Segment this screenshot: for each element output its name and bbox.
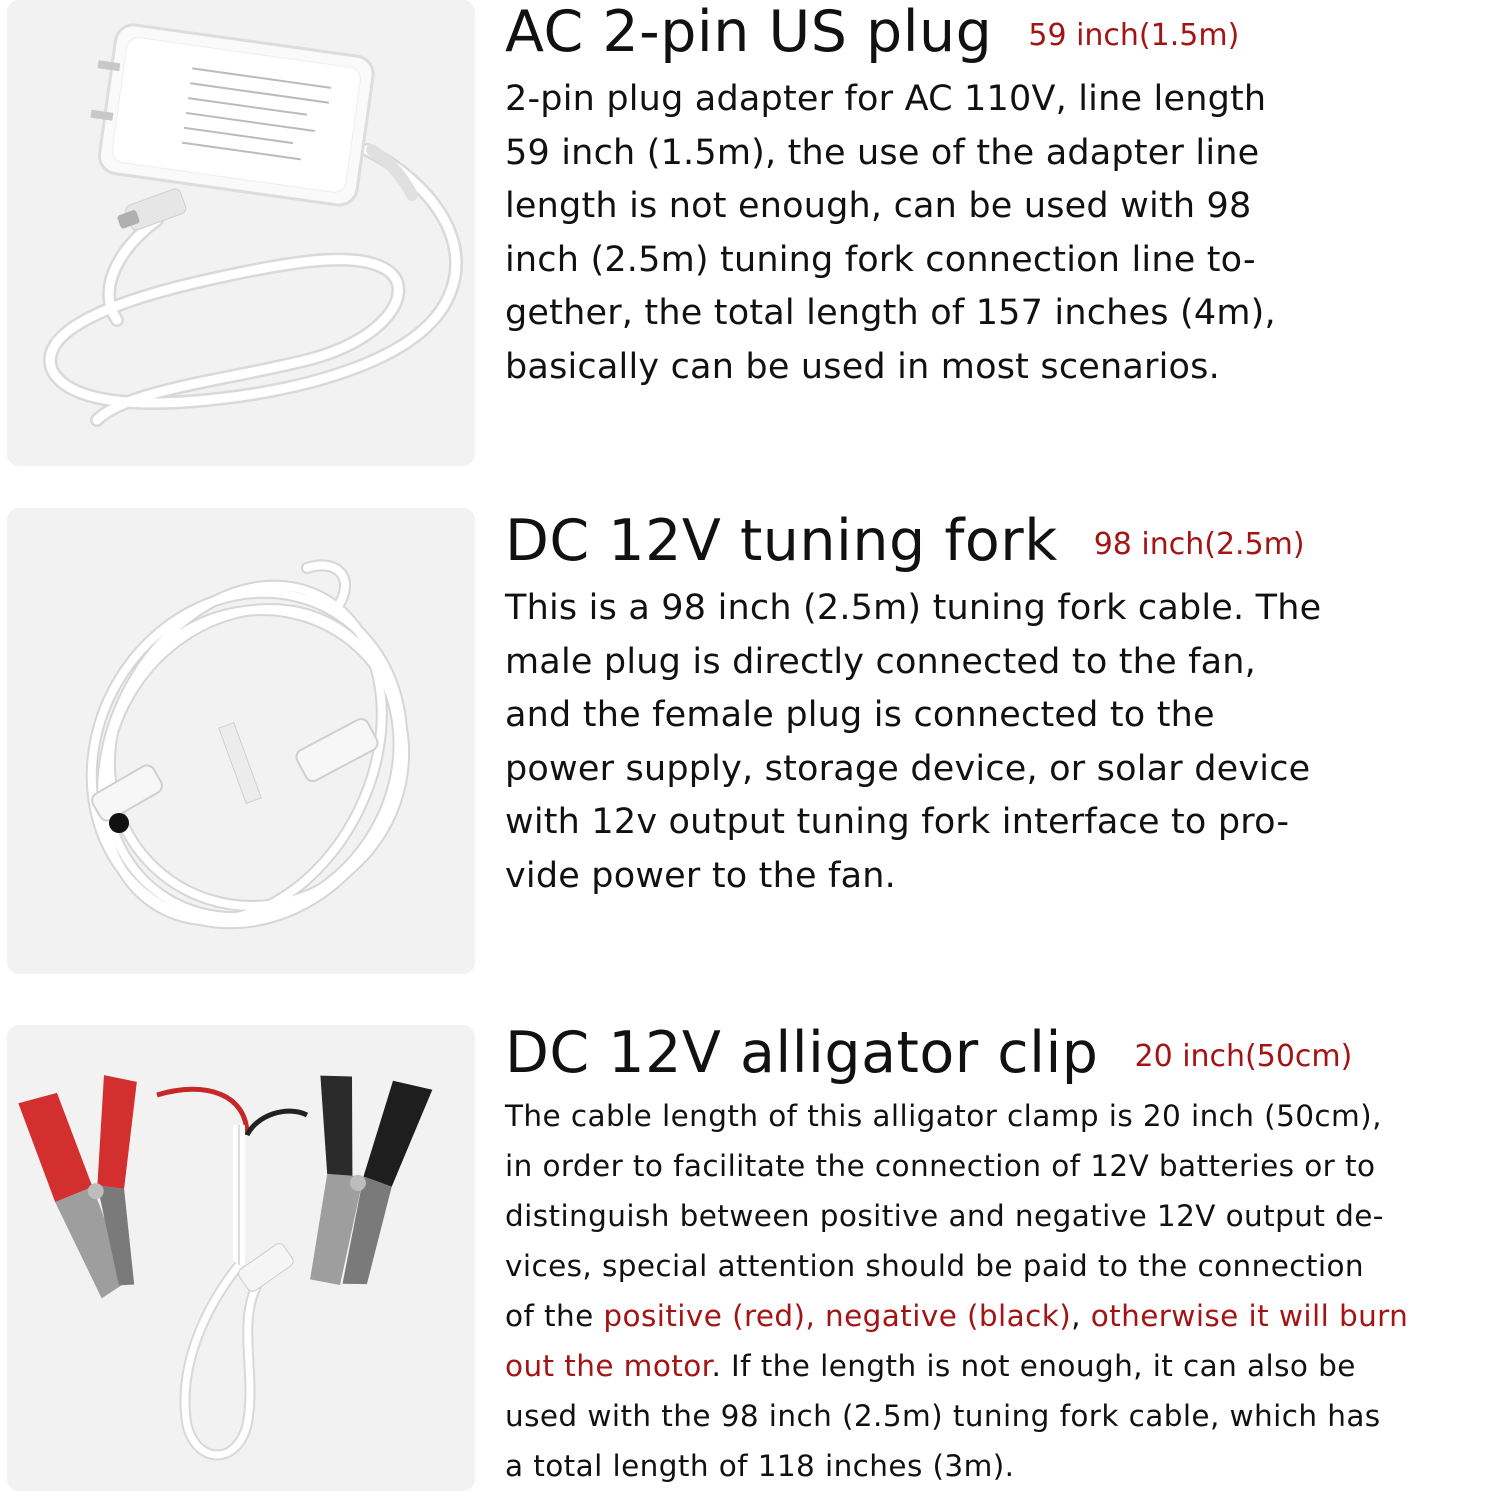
section-ac-plug xyxy=(505,0,1485,395)
description-line: in order to facilitate the connection of 12V batteries or to xyxy=(505,1149,1376,1183)
polarity-warning: positive (red), negative (black) xyxy=(603,1299,1072,1333)
burn-warning: otherwise it will burn xyxy=(1090,1299,1409,1333)
section-tuning-fork xyxy=(505,505,1485,904)
description-line: used with the 98 inch (2.5m) tuning fork cable, which has xyxy=(505,1399,1381,1433)
burn-warning: out the motor xyxy=(505,1349,712,1383)
description-line: gether, the total length of 157 inches (4m), xyxy=(505,293,1276,334)
description-line: 59 inch (1.5m), the use of the adapter line xyxy=(505,132,1260,173)
description-line: length is not enough, can be used with 98 xyxy=(505,186,1252,227)
alligator-clips-icon xyxy=(7,1025,475,1491)
section-title: AC 2-pin US plug xyxy=(505,0,993,65)
description-line xyxy=(505,1341,1485,1391)
alligator-clip-photo xyxy=(7,1025,475,1491)
section-description xyxy=(505,582,1485,904)
description-line: basically can be used in most scenarios. xyxy=(505,346,1220,387)
description-line: vide power to the fan. xyxy=(505,855,896,896)
section-title: DC 12V tuning fork xyxy=(505,508,1058,574)
line-text: of the xyxy=(505,1299,604,1333)
section-heading xyxy=(505,505,1485,574)
description-line: male plug is directly connected to the fan, xyxy=(505,641,1256,682)
section-heading xyxy=(505,0,1485,65)
description-line: a total length of 118 inches (3m). xyxy=(505,1449,1015,1483)
section-length: 59 inch(1.5m) xyxy=(1028,18,1240,53)
coiled-cable-icon xyxy=(7,508,475,974)
description-line xyxy=(505,1291,1485,1341)
description-line: This is a 98 inch (2.5m) tuning fork cable. The xyxy=(505,588,1322,628)
description-line: and the female plug is connected to the xyxy=(505,695,1215,736)
tuning-fork-cable-photo xyxy=(7,508,475,974)
description-line: 2-pin plug adapter for AC 110V, line length xyxy=(505,79,1267,119)
ac-adapter-photo xyxy=(7,0,475,466)
description-line: inch (2.5m) tuning fork connection line to- xyxy=(505,239,1256,280)
section-description xyxy=(505,73,1485,395)
section-length: 98 inch(2.5m) xyxy=(1093,527,1305,562)
description-line: with 12v output tuning fork interface to pro- xyxy=(505,802,1290,843)
section-description xyxy=(505,1091,1485,1491)
section-alligator-clip xyxy=(505,1017,1485,1491)
description-line: power supply, storage device, or solar device xyxy=(505,748,1311,789)
section-length: 20 inch(50cm) xyxy=(1134,1039,1353,1074)
line-text: . If the length is not enough, it can also be xyxy=(711,1349,1356,1383)
description-line: The cable length of this alligator clamp is 20 inch (50cm), xyxy=(505,1099,1382,1133)
description-line: vices, special attention should be paid to the connection xyxy=(505,1249,1364,1283)
section-heading xyxy=(505,1017,1485,1086)
line-text: , xyxy=(1071,1299,1091,1333)
ac-adapter-icon xyxy=(7,0,475,466)
section-title: DC 12V alligator clip xyxy=(505,1020,1099,1086)
description-line: distinguish between positive and negative 12V output de- xyxy=(505,1199,1384,1233)
